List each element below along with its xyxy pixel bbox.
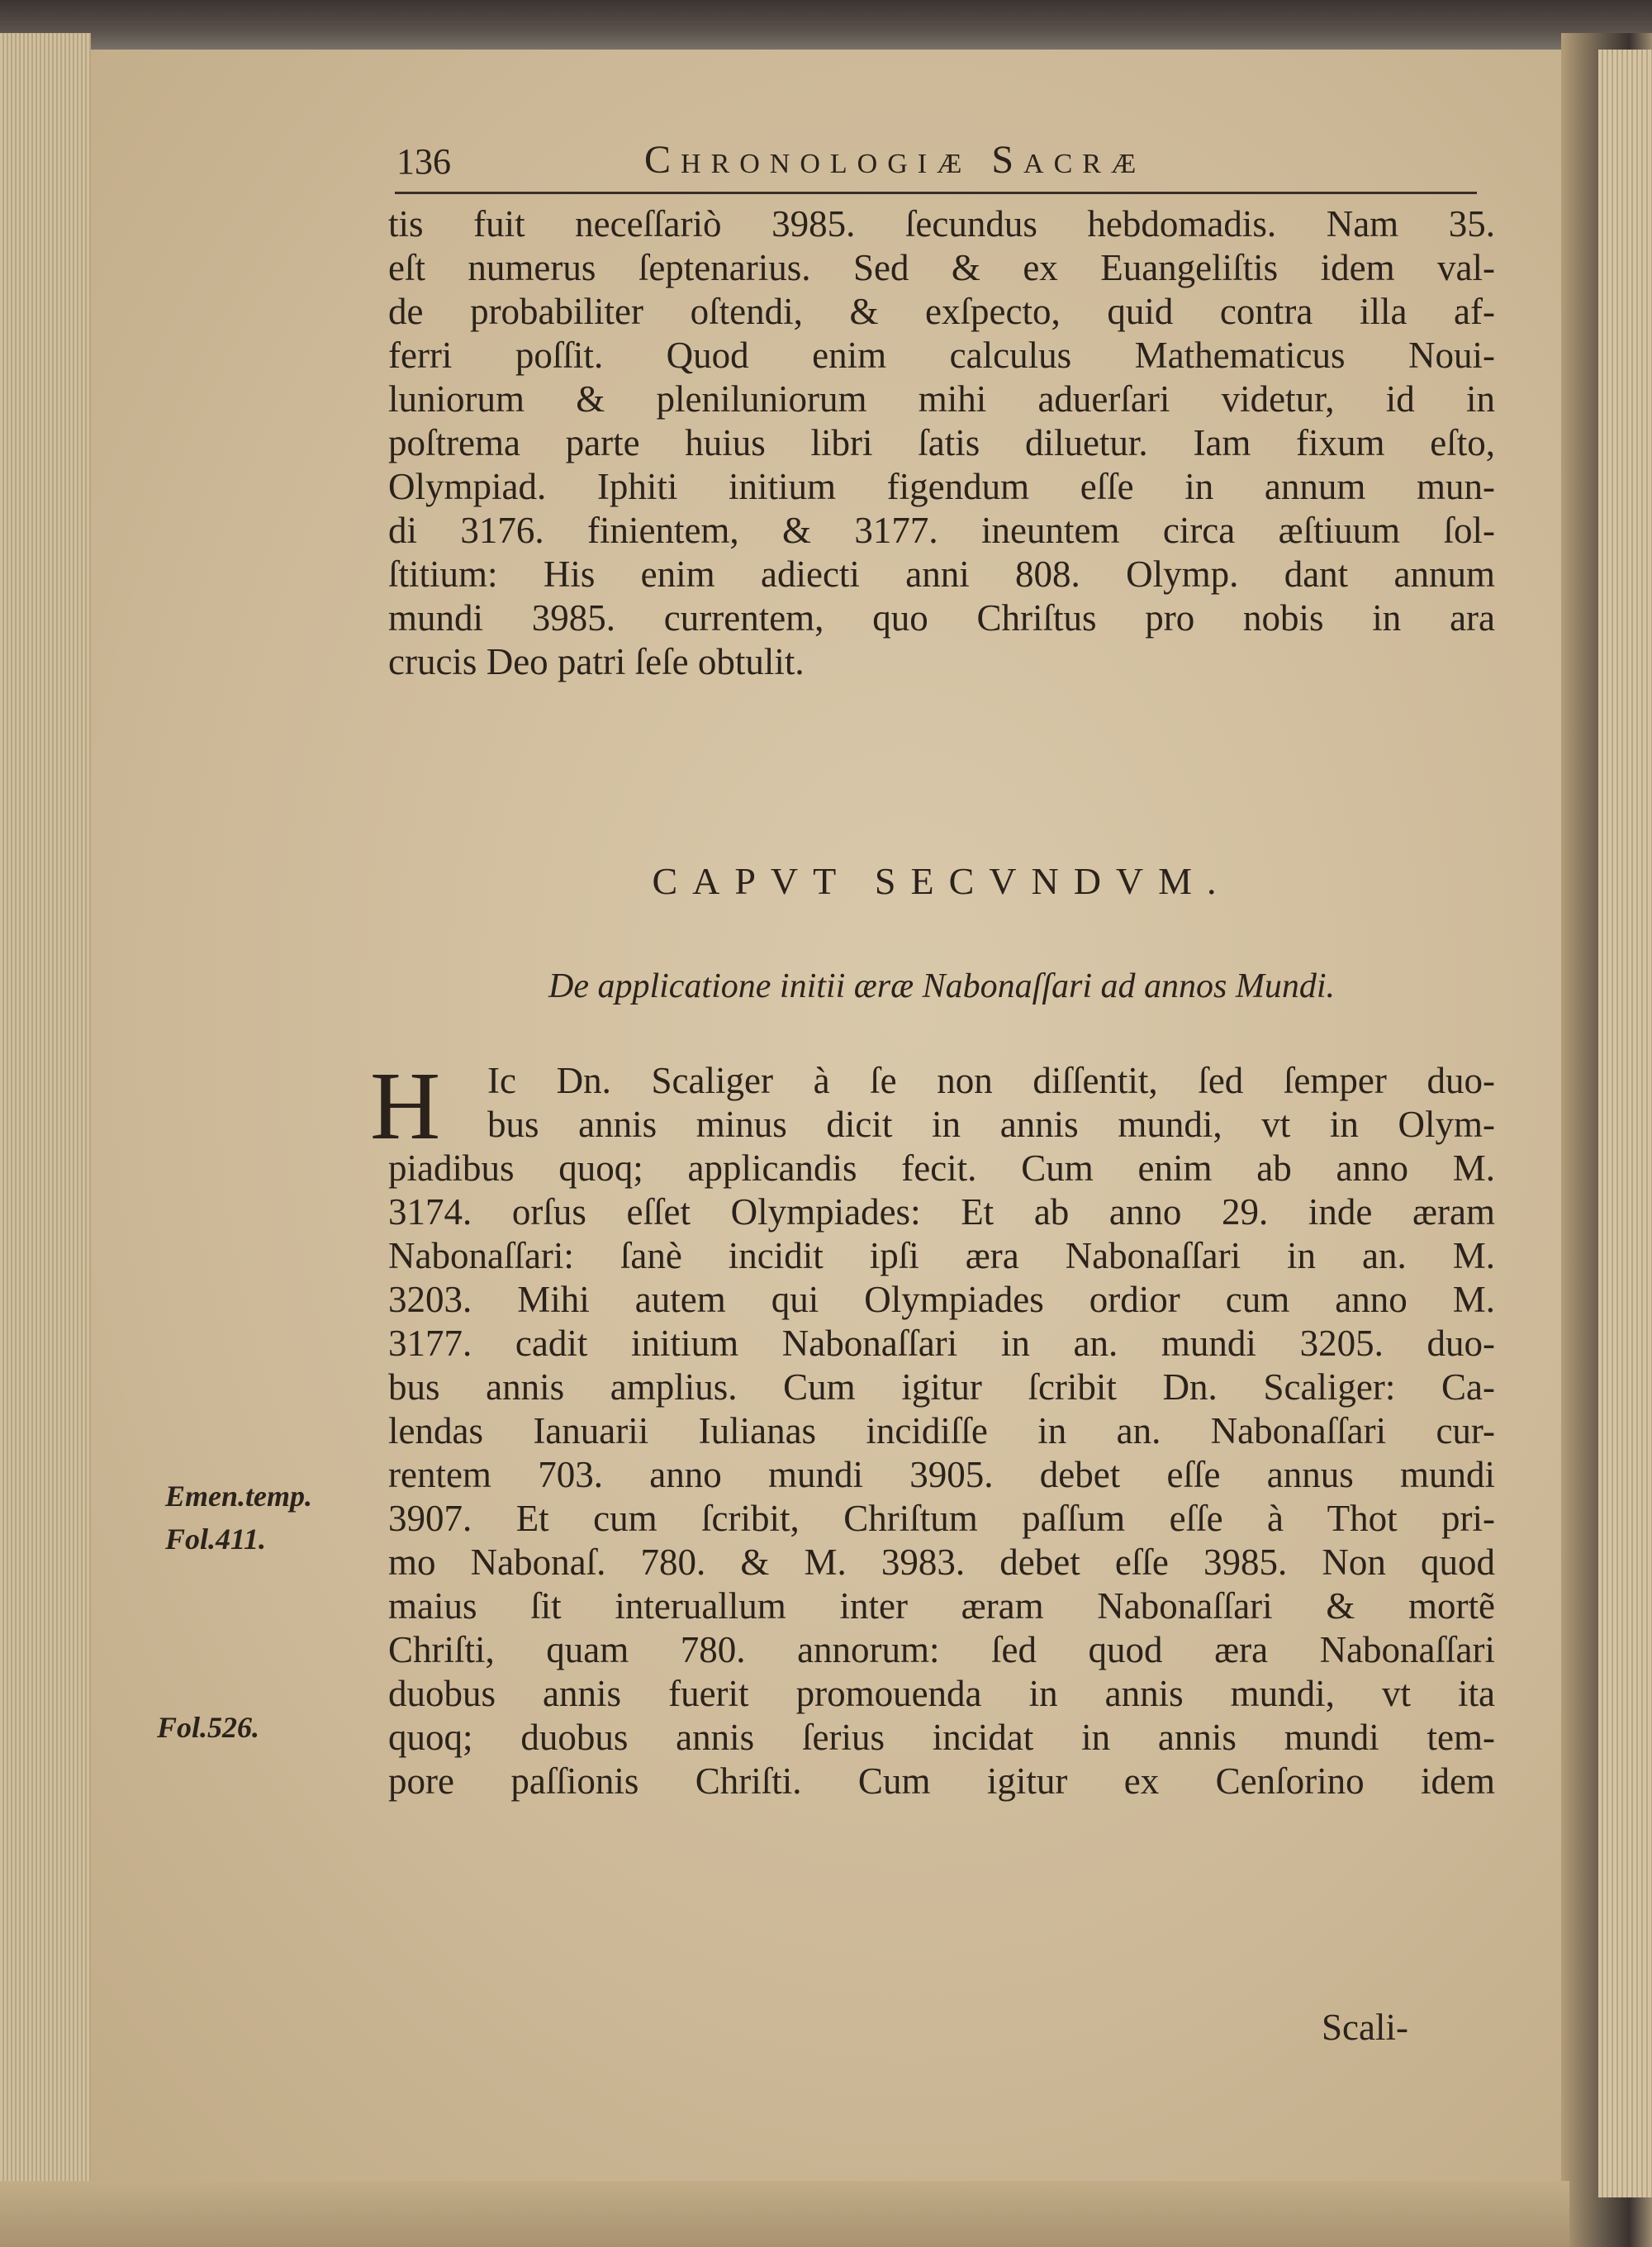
margin-note-fol-411: Fol.411. — [165, 1523, 267, 1556]
text-line: piadibus quoq; applicandis fecit. Cum enim ab anno M. — [388, 1147, 1495, 1189]
text-line: 3203. Mihi autem qui Olympiades ordior cum anno M. — [388, 1279, 1495, 1320]
page-number: 136 — [396, 141, 451, 182]
text-line: lendas Ianuarii Iulianas incidiſſe in an. Nabonaſſari cur- — [388, 1410, 1495, 1451]
text-line: di 3176. finientem, & 3177. ineuntem circa æſtiuum ſol- — [388, 510, 1495, 551]
chapter-subtitle: De applicatione initii æræ Nabonaſſari ad annos Mundi. — [548, 967, 1335, 1005]
catchword: Scali- — [1322, 2007, 1408, 2048]
text-line: mundi 3985. currentem, quo Chriſtus pro nobis in ara — [388, 597, 1495, 639]
text-line: 3907. Et cum ſcribit, Chriſtum paſſum eſſe à Thot pri- — [388, 1498, 1495, 1539]
text-line: Ic Dn. Scaliger à ſe non diſſentit, ſed ſemper duo- — [487, 1060, 1495, 1101]
header-rule — [395, 192, 1477, 194]
text-line: mo Nabonaſ. 780. & M. 3983. debet eſſe 3985. Non quod — [388, 1542, 1495, 1583]
text-line: eſt numerus ſeptenarius. Sed & ex Euangeliſtis idem val- — [388, 247, 1495, 288]
text-line: pore paſſionis Chriſti. Cum igitur ex Cenſorino idem — [388, 1760, 1495, 1802]
paragraph-chapter — [388, 1059, 1495, 1803]
text-line: crucis Deo patri ſeſe obtulit. — [388, 641, 805, 682]
running-title: Chronologiæ Sacræ — [644, 138, 1146, 182]
text-line: duobus annis fuerit promouenda in annis mundi, vt ita — [388, 1673, 1495, 1714]
text-line: 3177. cadit initium Nabonaſſari in an. mundi 3205. duo- — [388, 1323, 1495, 1364]
text-line: Chriſti, quam 780. annorum: ſed quod æra Nabonaſſari — [388, 1629, 1495, 1670]
text-line: rentem 703. anno mundi 3905. debet eſſe annus mundi — [388, 1454, 1495, 1495]
running-header — [396, 140, 1470, 198]
text-line: bus annis minus dicit in annis mundi, vt in Olym- — [487, 1104, 1495, 1145]
text-line: tis fuit neceſſariò 3985. ſecundus hebdomadis. Nam 35. — [388, 203, 1495, 245]
text-line: bus annis amplius. Cum igitur ſcribit Dn. Scaliger: Ca- — [388, 1366, 1495, 1408]
text-line: 3174. orſus eſſet Olympiades: Et ab anno 29. inde æram — [388, 1191, 1495, 1233]
facing-page-edge — [1598, 50, 1652, 2197]
text-line: poſtrema parte huius libri ſatis diluetur. Iam fixum eſto, — [388, 422, 1495, 463]
text-line: maius ſit interuallum inter æram Nabonaſſari & mortẽ — [388, 1585, 1495, 1627]
drop-cap: H — [370, 1052, 441, 1160]
text-line: ſtitium: His enim adiecti anni 808. Olymp. dant annum — [388, 553, 1495, 595]
page-edges-left — [0, 33, 91, 2181]
text-line: de probabiliter oſtendi, & exſpecto, quid contra illa af- — [388, 291, 1495, 332]
text-line: luniorum & pleniluniorum mihi aduerſari videtur, id in — [388, 378, 1495, 420]
text-line: Nabonaſſari: ſanè incidit ipſi æra Nabonaſſari in an. M. — [388, 1235, 1495, 1276]
margin-note-emen-temp: Emen.temp. — [165, 1480, 312, 1513]
book-binding-top — [0, 0, 1652, 50]
margin-note-fol-526: Fol.526. — [157, 1711, 260, 1744]
text-line: ferri poſſit. Quod enim calculus Mathematicus Noui- — [388, 335, 1495, 376]
text-line: quoq; duobus annis ſerius incidat in annis mundi tem- — [388, 1717, 1495, 1758]
page-edge-bottom — [0, 2181, 1569, 2247]
chapter-title: CAPVT SECVNDVM. — [652, 860, 1232, 902]
paragraph-continued — [388, 202, 1495, 684]
text-line: Olympiad. Iphiti initium figendum eſſe in annum mun- — [388, 466, 1495, 507]
